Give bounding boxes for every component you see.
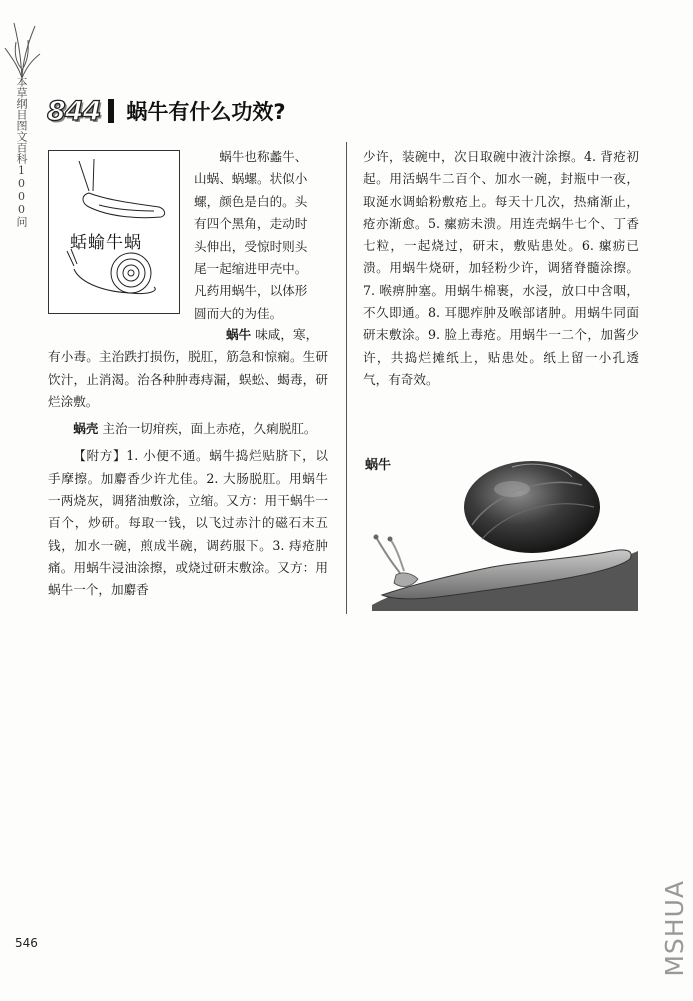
prescriptions-paragraph: 【附方】1. 小便不通。蜗牛捣烂贴脐下，以手摩擦。加麝香少许尤佳。2. 大肠脱肛。用蜗牛一两烧灰，调猪油敷涂，立缩。又方：用干蜗牛一百个，炒研。每取一钱，以飞过赤汁的磁石末五钱，加水一碗，煎成半碗，调药服下。3. 痔疮肿痛。用蜗牛浸油涂擦，或烧过研末敷涂。又方：用蜗牛一个，加麝香	[48, 448, 328, 598]
intro-line: 螺，颜色是白的。头	[194, 193, 308, 209]
photo-label: 蜗牛	[365, 458, 392, 473]
book-title: 本草纲目图文百科1000问	[15, 76, 28, 227]
term-woke: 蜗壳	[73, 421, 99, 437]
intro-line: 圆而大的为佳。	[194, 305, 283, 321]
intro-text	[194, 146, 327, 325]
column-divider	[346, 142, 347, 614]
left-column-body	[48, 324, 328, 602]
question-title: 蜗牛有什么功效?	[126, 100, 286, 124]
right-column-body: 少许，装碗中，次日取碗中液汁涂擦。4. 背疮初起。用活蜗牛二百个、加水一碗，封瓶中一夜，取涎水调蛤粉敷疮上。每天十几次，热痛渐止，疮亦渐愈。5. 瘰疬未溃。用连壳蜗牛七个、丁香七粒，一起烧过，研末，敷贴患处。6. 瘰疬已溃。用蜗牛烧研，加轻粉少许，调猪脊髓涂擦。7. 喉痹肿塞。用蜗牛棉裹，水浸，放口中含咽，不久即通。8. 耳腮痄肿及喉部诸肿。用蜗牛同面研末敷涂。9. 脸上毒疮。用蜗牛一二个，加酱少许，共捣烂摊纸上，贴患处。纸上留一小孔透气，有奇效。	[363, 149, 639, 387]
illustration-label: 蛞蝓牛蜗	[70, 233, 142, 253]
snail-shell-paragraph	[48, 418, 328, 440]
header-divider-bar	[108, 99, 114, 123]
watermark: MSHUA	[660, 880, 689, 977]
term-woniu: 蜗牛	[226, 327, 252, 342]
snail-photo	[372, 455, 638, 611]
intro-line: 凡药用蜗牛，以体形	[194, 283, 308, 299]
snail-shell-text: 主治一切疳疾，面上赤疮，久痢脱肛。	[102, 421, 317, 437]
page-number: 546	[15, 936, 38, 950]
snail-properties-paragraph: 有小毒。主治跌打损伤，脱肛，筋急和惊痫。生研饮汁，止消渴。治各种肿毒痔漏，蜈蚣、蝎毒，研烂涂敷。	[48, 349, 328, 409]
snail-properties-head: 味咸，寒，	[255, 327, 319, 342]
intro-line: 蜗牛也称蠡牛、	[219, 149, 308, 164]
intro-line: 头伸出，受惊时则头	[194, 238, 308, 254]
intro-line: 有四个黑角，走动时	[194, 216, 308, 232]
snail-properties-heading-line	[48, 324, 328, 346]
intro-line: 尾一起缩进甲壳中。	[194, 261, 308, 277]
plant-ornament-icon	[2, 18, 42, 80]
question-number: 844	[47, 95, 101, 127]
intro-line: 山蜗、蜗螺。状似小	[194, 171, 308, 187]
question-header	[47, 94, 286, 128]
